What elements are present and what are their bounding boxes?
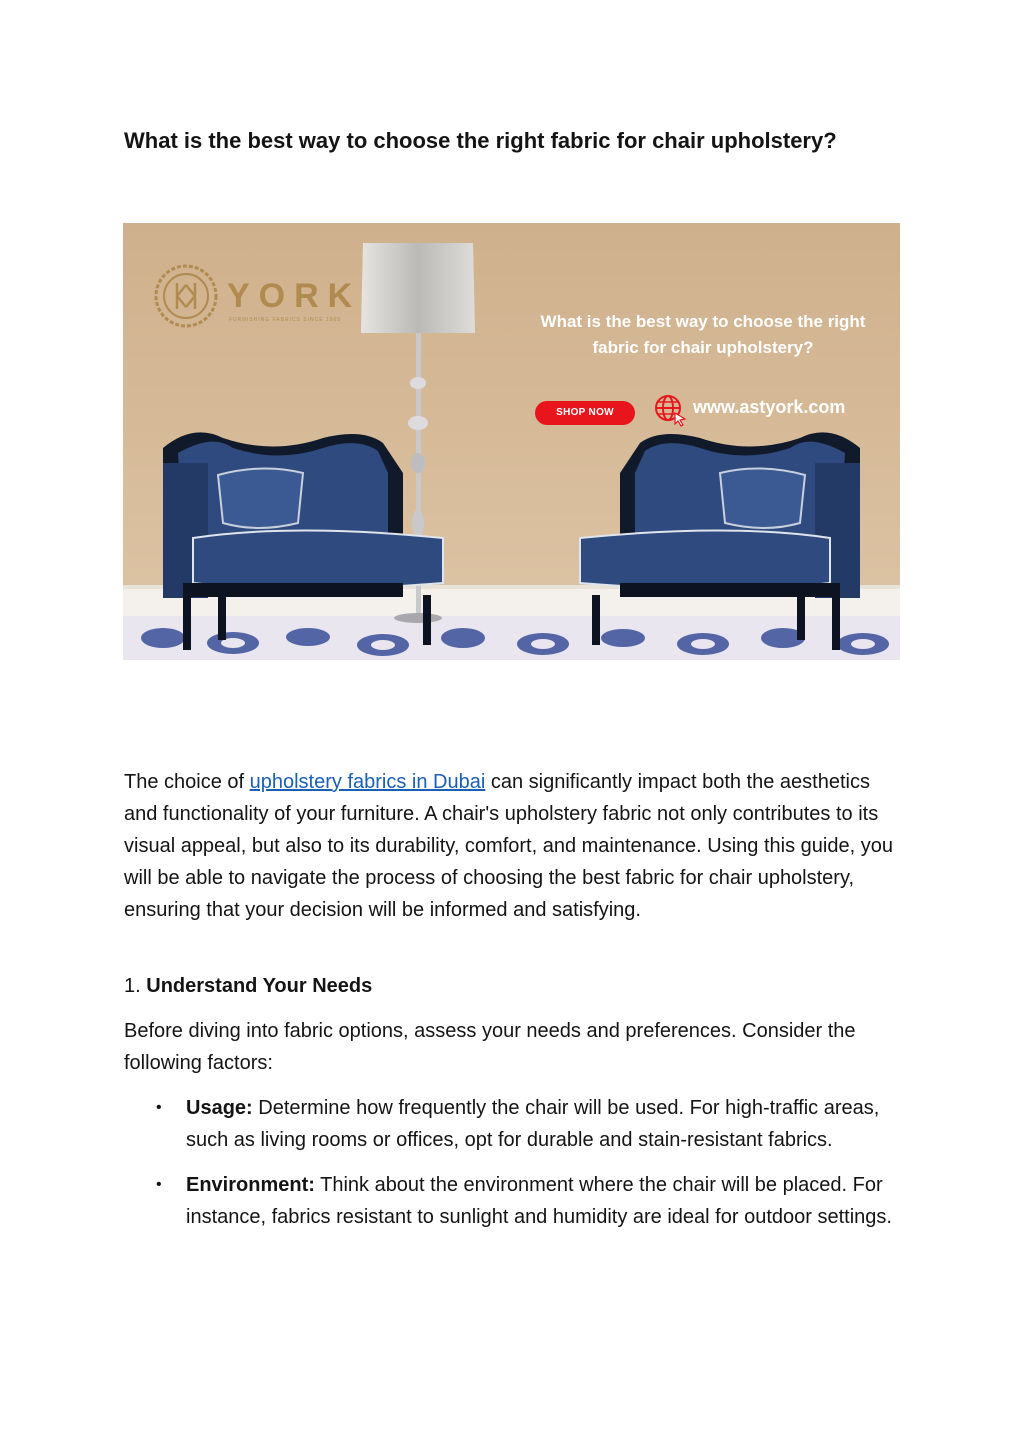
bullet-icon: • xyxy=(156,1099,162,1116)
york-logo-emblem xyxy=(153,263,219,329)
intro-text-start: The choice of xyxy=(124,771,250,793)
section-heading xyxy=(124,970,904,1002)
upholstery-fabrics-link[interactable]: upholstery fabrics in Dubai xyxy=(249,771,486,793)
website-url[interactable]: www.astyork.com xyxy=(693,397,846,417)
factors-list xyxy=(124,1092,904,1246)
list-item-label: Environment: xyxy=(186,1174,315,1196)
section-number: 1. xyxy=(124,975,147,997)
bullet-icon: • xyxy=(156,1176,162,1193)
intro-text-rest: can significantly impact both the aesthetics and functionality of your furniture. A chair's upholstery fabric not only contributes to its visual appeal, but also to its durability, comfort, and maintenance. Using this guide, you will be able to navigate the process of choosing the best fabric for chair upholstery, ensuring that your decision will be informed and satisfying. xyxy=(124,771,893,921)
intro-paragraph xyxy=(124,766,904,926)
section-paragraph: Before diving into fabric options, assess your needs and preferences. Consider the following factors: xyxy=(124,1020,856,1074)
section-title: Understand Your Needs xyxy=(146,975,373,997)
york-brand-tagline: FURNISHING FABRICS SINCE 1965 xyxy=(229,317,342,323)
york-brand-name: YORK xyxy=(227,277,362,315)
page-title: What is the best way to choose the right fabric for chair upholstery? xyxy=(124,128,837,153)
shop-now-button[interactable]: SHOP NOW xyxy=(535,401,635,425)
list-item xyxy=(124,1092,904,1156)
list-item-text: Determine how frequently the chair will be used. For high-traffic areas, such as living rooms or offices, opt for durable and stain-resistant fabrics. xyxy=(186,1097,880,1151)
list-item-label: Usage: xyxy=(186,1097,253,1119)
globe-icon xyxy=(653,393,687,427)
list-item xyxy=(124,1169,904,1233)
banner-heading: What is the best way to choose the right fabric for chair upholstery? xyxy=(540,312,866,357)
list-item-text: Think about the environment where the chair will be placed. For instance, fabrics resistant to sunlight and humidity are ideal for outdoor settings. xyxy=(186,1174,892,1228)
hero-banner-image xyxy=(123,223,900,660)
